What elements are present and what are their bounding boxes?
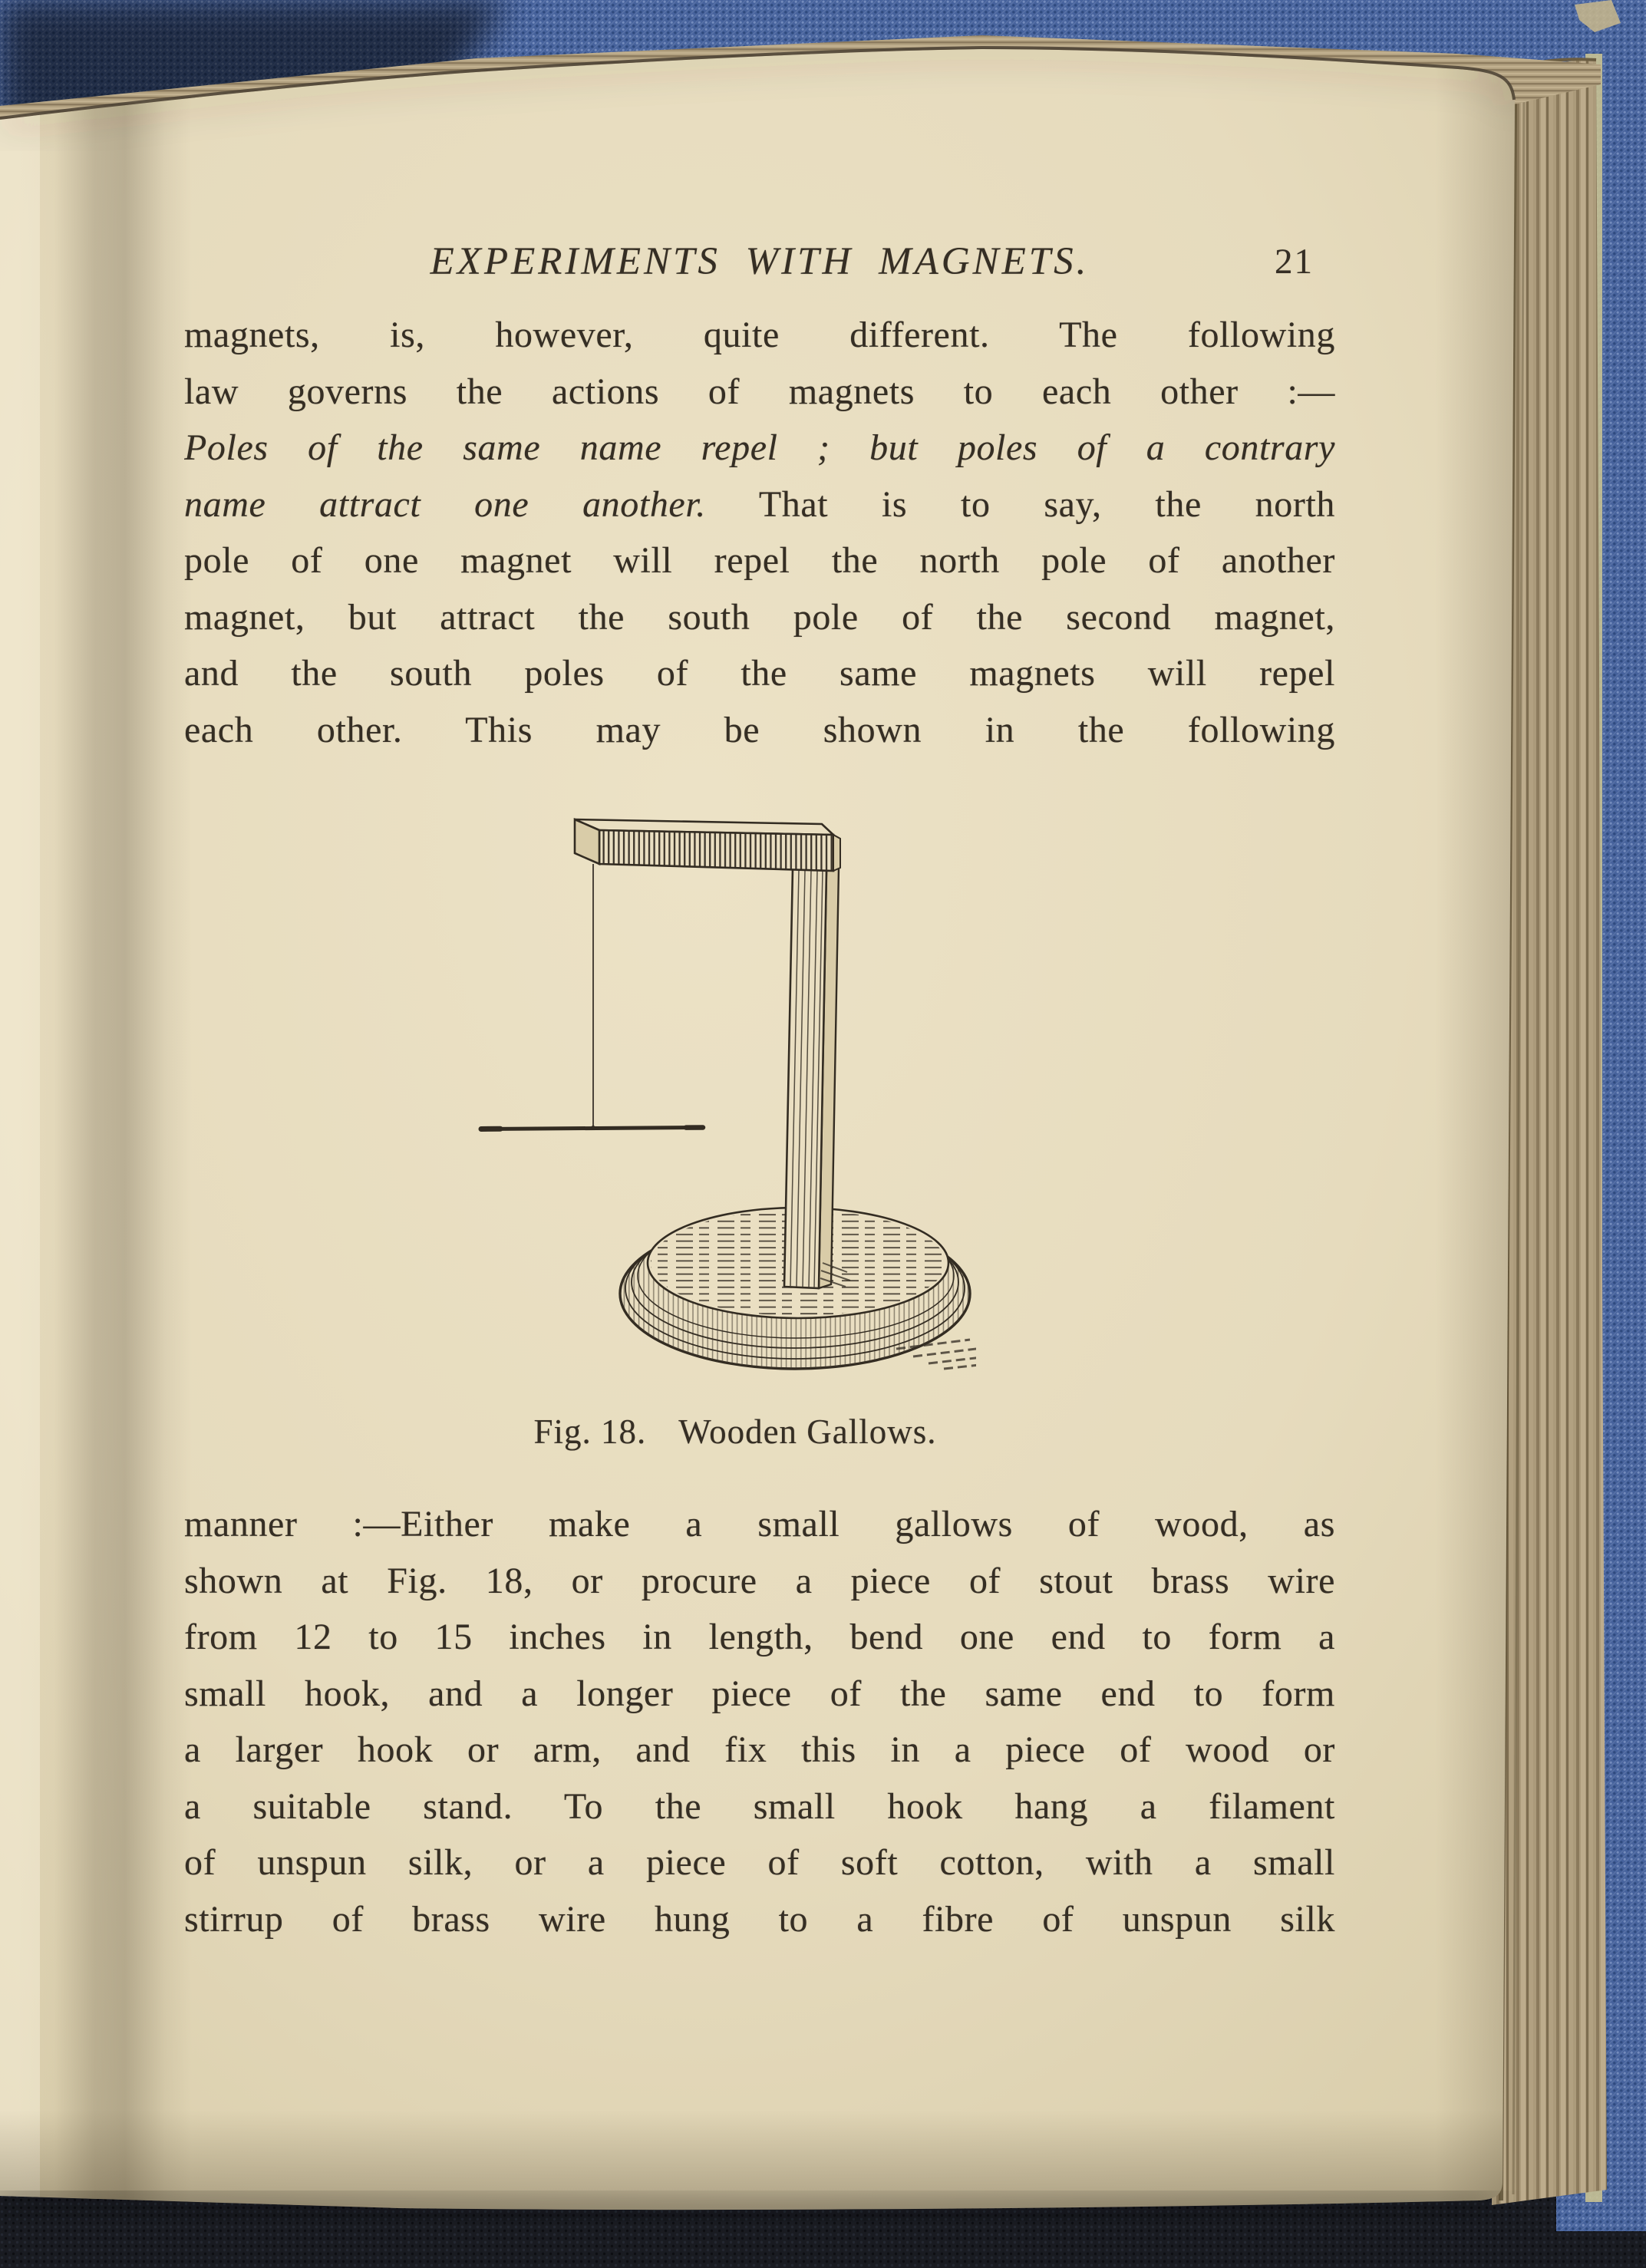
figure-cross-arm bbox=[575, 819, 840, 871]
italic-text-segment: name attract one another. bbox=[184, 483, 706, 525]
text-line bbox=[184, 645, 1335, 702]
text-segment: from 12 to 15 inches in length, bend one end to form a bbox=[184, 1617, 1335, 1657]
text-segment: a larger hook or arm, and fix this in a piece of wood or bbox=[184, 1729, 1335, 1770]
text-line bbox=[184, 1722, 1335, 1778]
text-segment: magnets, is, however, quite different. The following bbox=[184, 315, 1335, 355]
text-line bbox=[184, 1609, 1335, 1666]
text-line bbox=[184, 589, 1335, 646]
text-line bbox=[184, 702, 1335, 759]
text-segment: shown at Fig. 18, or procure a piece of stout brass wire bbox=[184, 1560, 1335, 1601]
figure-title: Wooden Gallows. bbox=[678, 1413, 937, 1451]
text-segment: That is to say, the north bbox=[705, 483, 1335, 525]
text-line bbox=[184, 1666, 1335, 1722]
wooden-gallows-figure bbox=[470, 803, 976, 1386]
page-number: 21 bbox=[1275, 242, 1314, 282]
text-line bbox=[184, 1835, 1335, 1891]
paragraph-2 bbox=[184, 1496, 1335, 1947]
paragraph-1 bbox=[184, 307, 1335, 758]
text-line bbox=[184, 532, 1335, 589]
text-line bbox=[184, 307, 1335, 364]
text-line bbox=[184, 420, 1335, 476]
text-segment: small hook, and a longer piece of the same end to form bbox=[184, 1673, 1335, 1714]
text-line bbox=[184, 364, 1335, 420]
text-line bbox=[184, 1553, 1335, 1610]
text-segment: each other. This may be shown in the following bbox=[184, 709, 1335, 750]
text-line bbox=[184, 476, 1335, 533]
text-segment: of unspun silk, or a piece of soft cotton, with a small bbox=[184, 1842, 1335, 1883]
text-segment: and the south poles of the same magnets will repel bbox=[184, 653, 1335, 694]
text-segment: stirrup of brass wire hung to a fibre of unspun silk bbox=[184, 1898, 1335, 1940]
figure-label: Fig. 18. bbox=[533, 1413, 647, 1451]
text-segment: manner :—Either make a small gallows of wood, as bbox=[184, 1504, 1335, 1544]
text-line bbox=[184, 1778, 1335, 1835]
page-title: EXPERIMENTS WITH MAGNETS. bbox=[430, 240, 1090, 283]
figure-caption bbox=[160, 1409, 1311, 1455]
text-segment: magnet, but attract the south pole of the second magnet, bbox=[184, 596, 1335, 638]
text-segment: a suitable stand. To the small hook hang a filament bbox=[184, 1785, 1335, 1827]
running-head bbox=[184, 232, 1335, 293]
bar-magnet bbox=[481, 1126, 703, 1130]
text-segment: pole of one magnet will repel the north pole of another bbox=[184, 540, 1335, 581]
text-line bbox=[184, 1891, 1335, 1948]
italic-text-segment: Poles of the same name repel ; but poles of a contrary bbox=[184, 427, 1335, 468]
text-segment: law governs the actions of magnets to each other :— bbox=[184, 371, 1335, 412]
text-line bbox=[184, 1496, 1335, 1553]
page-curl-shadow bbox=[15, 46, 192, 2210]
